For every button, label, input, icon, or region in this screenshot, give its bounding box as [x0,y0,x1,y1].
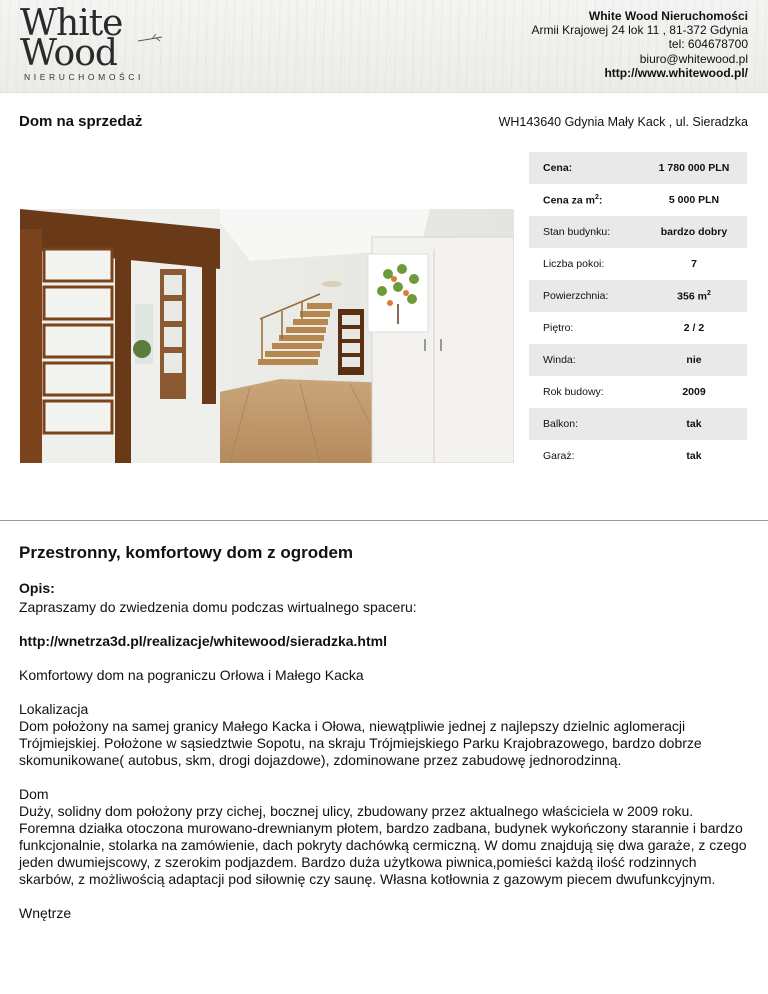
spec-value: 2 / 2 [683,322,705,334]
logo-branch-icon [138,32,164,46]
spec-value: 7 [691,258,697,270]
house-title: Dom [19,786,49,802]
company-email[interactable]: biuro@whitewood.pl [639,51,748,66]
company-phone[interactable]: tel: 604678700 [668,37,748,52]
description-intro: Zapraszamy do zwiedzenia domu podczas wirtualnego spaceru: [19,599,417,615]
spec-row-balcony [529,408,747,440]
spec-value: 2009 [682,386,706,398]
logo-subtitle: NIERUCHOMOŚCI [24,72,144,82]
spec-label: Cena za $m^2$: [543,193,603,207]
spec-row-rooms [529,248,747,280]
section-divider [0,520,768,521]
listing-type: Dom na sprzedaż [19,113,143,130]
location-title: Lokalizacja [19,701,89,717]
location-section [19,701,749,769]
interior-illustration [20,209,514,463]
spec-label: Powierzchnia: [543,290,609,302]
spec-row-price-m2 [529,184,747,216]
header [0,0,768,93]
spec-row-garage [529,440,747,472]
spec-row-price [529,152,747,184]
spec-row-condition [529,216,747,248]
house-text: Duży, solidny dom położony przy cichej, bocznej ulicy, zbudowany przez aktualnego właściciela w 2009 roku. Foremna działka otoczona murowano-drewnianym płotem, bardzo zadbana, budynek wykończony starannie i bardzo funkcjonalnie, stolarka na zamówienie, dach pokryty dachówką cermiczną. W domu znajdują się dwa garaże, z czego jeden dwumiejscowy, z szerokim podjazdem. Bardzo duża użytkowa piwnica,pomieści każdą ilość rodzinnych skarbów, z możliwością adaptacji pod siłownię czy saunę. Własna kotłownia z gazowym piecem dwufunkcyjnym. [19,803,747,887]
spec-label: Winda: [543,354,576,366]
spec-value: tak [686,450,702,462]
description-summary: Komfortowy dom na pograniczu Orłowa i Małego Kacka [19,667,364,683]
spec-label: Cena: [543,162,573,174]
listing-reference: WH143640 Gdynia Mały Kack , ul. Sieradzka [498,115,748,129]
spec-value: tak [686,418,702,430]
company-website[interactable]: http://www.whitewood.pl/ [604,65,748,80]
company-info [531,9,748,80]
spec-label: Piętro: [543,322,574,334]
virtual-tour-link[interactable]: http://wnetrza3d.pl/realizacje/whitewood/sieradzka.html [19,633,387,649]
spec-value: 356 $m^2$ [677,289,711,303]
listing-description [19,580,749,939]
company-address: Armii Krajowej 24 lok 11 , 81-372 Gdynia [531,23,748,38]
logo-line1: White [20,3,123,44]
location-text: Dom położony na samej granicy Małego Kacka i Ołowa, niewątpliwie jednej z najlepszy dzielnic aglomeracji Trójmiejskiej. Położone w sąsiedztwie Sopotu, na skraju Trójmiejskiego Parku Krajobrazowego, bardzo dobrze skomunikowane( autobus, skm, drogi dojazdowe), zdominowane przez zabudowę jednorodzinną. [19,718,702,768]
spec-row-elevator [529,344,747,376]
spec-label: Liczba pokoi: [543,258,605,270]
interior-title: Wnętrze [19,905,72,921]
company-name: White Wood Nieruchomości [588,9,748,23]
spec-value: bardzo dobry [660,226,728,238]
spec-row-area [529,280,747,312]
spec-value: 5 000 PLN [668,194,720,206]
logo-line2: Wood [20,33,117,74]
spec-label: Rok budowy: [543,386,604,398]
description-label: Opis: [19,580,55,596]
spec-row-floor [529,312,747,344]
property-photo[interactable] [20,209,514,463]
listing-headline: Przestronny, komfortowy dom z ogrodem [19,543,354,562]
spec-value: nie [686,354,702,366]
logo[interactable] [18,3,148,84]
spec-value: 1 780 000 PLN [658,162,730,174]
spec-label: Garaż: [543,450,575,462]
spec-row-year [529,376,747,408]
spec-label: Balkon: [543,418,579,430]
spec-label: Stan budynku: [543,226,611,238]
property-specs-table [529,152,747,472]
house-section [19,786,749,888]
